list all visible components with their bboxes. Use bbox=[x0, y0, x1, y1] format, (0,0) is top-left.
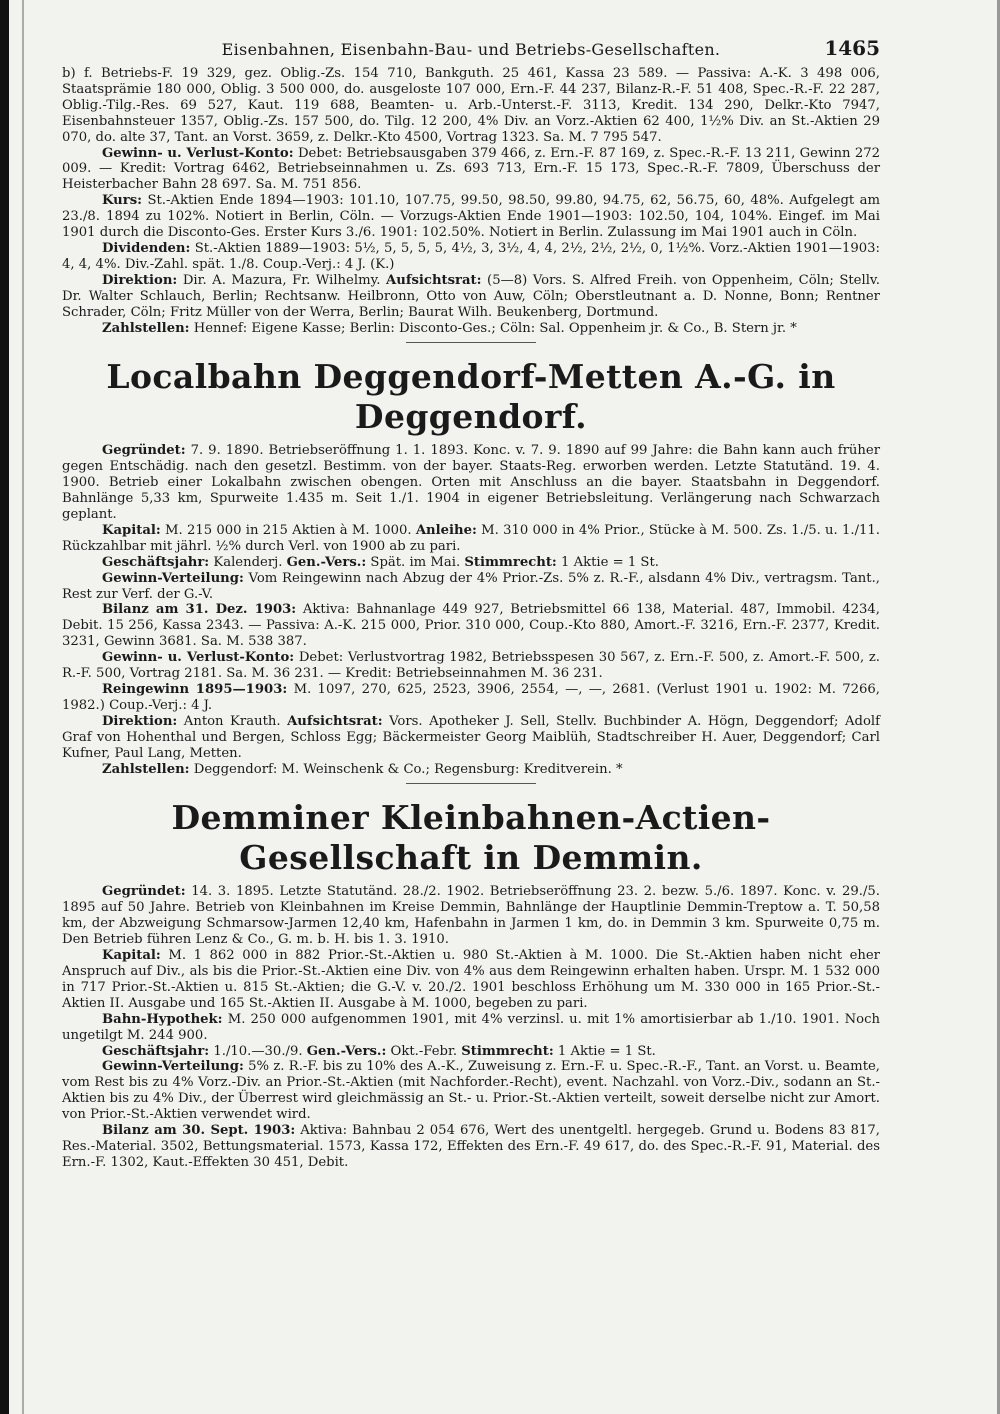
section-label: Zahlstellen: bbox=[102, 761, 190, 777]
section-text: Debet: Verlustvortrag 1982, Betriebsspesen 30 567, z. Ern.-F. 500, z. Amort.-F. 500, z. R.-F. 500, Vortrag 2181. Sa. M. 36 231. — Kredit: Betriebseinnahmen M. 36 231. bbox=[62, 650, 880, 682]
section-label: Gegründet: bbox=[102, 443, 186, 459]
section-text: M. 310 000 in 4% Prior., Stücke à M. 500. Zs. 1./5. u. 1./11. Rückzahlbar mit jährl. ½% durch Verl. von 1900 ab zu pari. bbox=[62, 522, 880, 554]
section-text: Vom Reingewinn nach Abzug der 4% Prior.-Zs. 5% z. R.-F., alsdann 4% Div., vertragsm. Tant., Rest zur Verf. der G.-V. bbox=[62, 570, 880, 602]
paying-agents-paragraph bbox=[62, 762, 880, 778]
running-head bbox=[62, 30, 880, 66]
board-paragraph bbox=[62, 273, 880, 321]
section-text: Debet: Betriebsausgaben 379 466, z. Ern.-F. 87 169, z. Spec.-R.-F. 13 211, Gewinn 272 009. — Kredit: Vortrag 6462, Betriebseinnahmen u. Zs. 693 713, Ern.-F. 15 173, Spec.-R.-F. 7809, Überschuss der Heisterbacher Bahn 28 697. Sa. M. 751 856. bbox=[62, 145, 880, 193]
section-label: Bahn-Hypothek: bbox=[102, 1011, 223, 1027]
section-text: St.-Aktien Ende 1894—1903: 101.10, 107.75, 99.50, 98.50, 99.80, 94.75, 62, 56.75, 60, 48%. Aufgelegt am 23./8. 1894 zu 102%. Notiert in Berlin, Cöln. — Vorzugs-Aktien Ende 1901—1903: 102.50, 104, 104%. Eingef. im Mai 1901 durch die Disconto-Ges. Erster Kurs 3./6. 1901: 102.50%. Notiert in Berlin. Zulassung im Mai 1901 auch in Cöln. bbox=[62, 193, 880, 241]
section-text: Deggendorf: M. Weinschenk & Co.; Regensburg: Kreditverein. * bbox=[193, 761, 623, 777]
section-label: Gewinn- u. Verlust-Konto: bbox=[102, 145, 294, 161]
section-text: Hennef: Eigene Kasse; Berlin: Disconto-Ges.; Cöln: Sal. Oppenheim jr. & Co., B. Stern jr. * bbox=[193, 320, 797, 336]
document-page bbox=[62, 30, 880, 1171]
section-text: 14. 3. 1895. Letzte Statutänd. 28./2. 1902. Betriebseröffnung 23. 2. bezw. 5./6. 1897. Konc. v. 29./5. 1895 auf 50 Jahre. Betrieb von Kleinbahnen im Kreise Demmin, Bahnlänge der Hauptlinie Demmin-Treptow a. T. 50,58 km, der Abzweigung Schmarsow-Jarmen 12,40 km, Hafenbahn in Jarmen 1 km, do. in Demmin 3 km. Spurweite 0,75 m. Den Betrieb führen Lenz & Co., G. m. b. H. bis 1. 3. 1910. bbox=[62, 884, 880, 948]
capital-paragraph bbox=[62, 523, 880, 555]
section-label: Aufsichtsrat: bbox=[287, 713, 383, 729]
section-divider bbox=[406, 783, 536, 784]
section-label: Bilanz am 30. Sept. 1903: bbox=[102, 1123, 296, 1139]
section-text: Spät. im Mai. bbox=[370, 554, 461, 570]
section-divider bbox=[406, 342, 536, 343]
net-profit-paragraph bbox=[62, 682, 880, 714]
scan-left-edge bbox=[0, 0, 9, 1414]
section-label: Gen.-Vers.: bbox=[306, 1043, 387, 1059]
paying-agents-paragraph bbox=[62, 321, 880, 337]
section-text: St.-Aktien 1889—1903: 5½, 5, 5, 5, 5, 4½, 3, 3½, 4, 4, 2½, 2½, 2½, 0, 1½%. Vorz.-Aktien 1901—1903: 4, 4, 4%. Div.-Zahl. spät. 1./8. Coup.-Verj.: 4 J. (K.) bbox=[62, 240, 880, 272]
section-label: Aufsichtsrat: bbox=[386, 272, 482, 288]
section-label: Gewinn- u. Verlust-Konto: bbox=[102, 650, 295, 666]
section-text: 5% z. R.-F. bis zu 10% des A.-K., Zuweisung z. Ern.-F. u. Spec.-R.-F., Tant. an Vorst. u. Beamte, vom Rest bis zu 4% Vorz.-Div. an Prior.-St.-Aktien (mit Nachforder.-Recht), event. Nachzahl. von Vorz.-Div., sodann an St.-Aktien bis zu 4% Div., der Überrest wird gleichmässig an St.- u. Prior.-St.-Aktien verteilt, soweit derselbe nicht zur Amort. von Prior.-St.-Aktien verwendet wird. bbox=[62, 1059, 880, 1123]
section-label: Zahlstellen: bbox=[102, 320, 190, 336]
section-label: Geschäftsjahr: bbox=[102, 1043, 210, 1059]
mortgage-paragraph bbox=[62, 1012, 880, 1044]
section-text: Aktiva: Bahnanlage 449 927, Betriebsmittel 66 138, Material. 487, Immobil. 4234, Debit. 15 256, Kassa 2343. — Passiva: A.-K. 215 000, Prior. 310 000, Coup.-Kto 880, Amort.-F. 3216, Ern.-F. 2377, Kredit. 3231, Gewinn 3681. Sa. M. 538 387. bbox=[62, 602, 880, 650]
fiscal-year-paragraph bbox=[62, 1044, 880, 1060]
section-text: 1 Aktie = 1 St. bbox=[561, 554, 659, 570]
profit-loss-paragraph bbox=[62, 146, 880, 194]
section-text: Vors. Apotheker J. Sell, Stellv. Buchbinder A. Högn, Deggendorf; Adolf Graf von Hohenthal und Bergen, Schloss Egg; Bäckermeister Georg Maiblüh, Stadtschreiber H. Auer, Deggendorf; Carl Kufner, Paul Lang, Metten. bbox=[62, 713, 880, 761]
fiscal-year-paragraph bbox=[62, 555, 880, 571]
section-text: Anton Krauth. bbox=[183, 713, 281, 729]
capital-paragraph bbox=[62, 948, 880, 1012]
company-entry-demmin bbox=[62, 798, 880, 1170]
section-text: M. 215 000 in 215 Aktien à M. 1000. bbox=[165, 522, 412, 538]
section-text: Kalenderj. bbox=[213, 554, 283, 570]
section-label: Gewinn-Verteilung: bbox=[102, 570, 244, 586]
section-label: Reingewinn 1895—1903: bbox=[102, 682, 288, 697]
running-head-title: Eisenbahnen, Eisenbahn-Bau- und Betriebs-Gesellschaften. bbox=[221, 40, 721, 59]
company-heading: Demminer Kleinbahnen-Actien-Gesellschaft in Demmin. bbox=[171, 798, 771, 878]
balance-continuation: b) f. Betriebs-F. 19 329, gez. Oblig.-Zs. 154 710, Bankguth. 25 461, Kassa 23 589. — Passiva: A.-K. 3 498 006, Staatsprämie 180 000, Oblig. 3 500 000, do. ausgeloste 107 000, Ern.-F. 44 237, Bilanz-R.-F. 51 408, Spec.-R.-F. 22 287, Oblig.-Tilg.-Res. 69 527, Kaut. 119 688, Beamten- u. Arb.-Unterst.-F. 3113, Kredit. 134 290, Delkr.-Kto 7947, Eisenbahnsteuer 1357, Oblig.-Zs. 157 500, do. Tilg. 12 200, 4% Div. an Vorz.-Aktien 62 400, 1½% Div. an St.-Aktien 29 070, do. alte 37, Tant. an Vorst. 3659, z. Delkr.-Kto 4500, Vortrag 1323. Sa. M. 7 795 547. bbox=[62, 66, 880, 145]
scan-binding-line bbox=[22, 0, 24, 1414]
founding-paragraph bbox=[62, 884, 880, 948]
section-label: Direktion: bbox=[102, 713, 178, 729]
section-label: Kapital: bbox=[102, 948, 161, 964]
section-text: Dir. A. Mazura, Fr. Wilhelmy. bbox=[182, 272, 381, 288]
founding-paragraph bbox=[62, 443, 880, 523]
section-text: M. 1097, 270, 625, 2523, 3906, 2554, —, —, 2681. (Verlust 1901 u. 1902: M. 7266, 1982.) Coup.-Verj.: 4 J. bbox=[62, 682, 880, 713]
section-label: Bilanz am 31. Dez. 1903: bbox=[102, 602, 297, 618]
section-text: M. 1 862 000 in 882 Prior.-St.-Aktien u. 980 St.-Aktien à M. 1000. Die St.-Aktien haben nicht eher Anspruch auf Div., als bis die Prior.-St.-Aktien eine Div. von 4% aus dem Reingewinn erhalten haben. Urspr. M. 1 532 000 in 717 Prior.-St.-Aktien u. 815 St.-Aktien; die G.-V. v. 20./2. 1901 beschloss Erhöhung um M. 330 000 in 165 Prior.-St.-Aktien II. Ausgabe und 165 St.-Aktien II. Ausgabe à M. 1000, begeben zu pari. bbox=[62, 948, 880, 1011]
section-label: Gegründet: bbox=[102, 884, 186, 900]
section-label: Stimmrecht: bbox=[464, 554, 557, 570]
continuation-entry bbox=[62, 66, 880, 336]
dividends-paragraph bbox=[62, 241, 880, 273]
balance-paragraph bbox=[62, 602, 880, 650]
section-label: Gewinn-Verteilung: bbox=[102, 1059, 244, 1075]
profit-distribution-paragraph bbox=[62, 571, 880, 603]
page-number: 1465 bbox=[824, 36, 880, 60]
section-text: Aktiva: Bahnbau 2 054 676, Wert des unentgeltl. hergegeb. Grund u. Bodens 83 817, Res.-Material. 3502, Bettungsmaterial. 1573, Kassa 172, Effekten des Ern.-F. 49 617, do. des Spec.-R.-F. 91, Material. des Ern.-F. 1302, Kaut.-Effekten 30 451, Debit. bbox=[62, 1123, 881, 1170]
section-text: (5—8) Vors. S. Alfred Freih. von Oppenheim, Cöln; Stellv. Dr. Walter Schlauch, Berlin; Rechtsanw. Heilbronn, Otto von Auw, Cöln; Oberstleutnant a. D. Nonne, Bonn; Rentner Schrader, Cöln; Fritz Müller von der Werra, Berlin; Baurat Wilh. Beukenberg, Dortmund. bbox=[62, 272, 880, 320]
company-heading: Localbahn Deggendorf-Metten A.-G. in Deggendorf. bbox=[106, 357, 836, 437]
section-text: 1 Aktie = 1 St. bbox=[557, 1043, 656, 1059]
section-label: Stimmrecht: bbox=[461, 1043, 554, 1059]
company-entry-deggendorf bbox=[62, 357, 880, 777]
section-label: Dividenden: bbox=[102, 240, 191, 256]
profit-loss-paragraph bbox=[62, 650, 880, 682]
section-text: 1./10.—30./9. bbox=[213, 1043, 303, 1059]
section-label: Kapital: bbox=[102, 522, 161, 538]
section-label: Gen.-Vers.: bbox=[286, 554, 367, 570]
profit-distribution-paragraph bbox=[62, 1059, 880, 1123]
section-text: M. 250 000 aufgenommen 1901, mit 4% verzinsl. u. mit 1% amortisierbar ab 1./10. 1901. Noch ungetilgt M. 244 900. bbox=[62, 1011, 880, 1043]
section-text: Okt.-Febr. bbox=[390, 1043, 458, 1059]
section-label: Direktion: bbox=[102, 272, 178, 288]
balance-paragraph bbox=[62, 1123, 880, 1171]
section-label: Geschäftsjahr: bbox=[102, 554, 210, 570]
board-paragraph bbox=[62, 714, 880, 762]
section-label: Anleihe: bbox=[415, 522, 477, 538]
section-label: Kurs: bbox=[102, 193, 143, 209]
kurs-paragraph bbox=[62, 193, 880, 241]
section-text: 7. 9. 1890. Betriebseröffnung 1. 1. 1893. Konc. v. 7. 9. 1890 auf 99 Jahre: die Bahn kann auch früher gegen Entschädig. nach den gesetzl. Bestimm. von der bayer. Staats-Reg. erworben werden. Letzte Statutänd. 19. 4. 1900. Betrieb einer Lokalbahn zwischen obengen. Orten mit Anschluss an die bayer. Staatsbahn in Deggendorf. Bahnlänge 5,33 km, Spurweite 1.435 m. Seit 1./1. 1904 in eigener Betriebsleitung. Verlängerung nach Schwarzach geplant. bbox=[62, 443, 881, 523]
